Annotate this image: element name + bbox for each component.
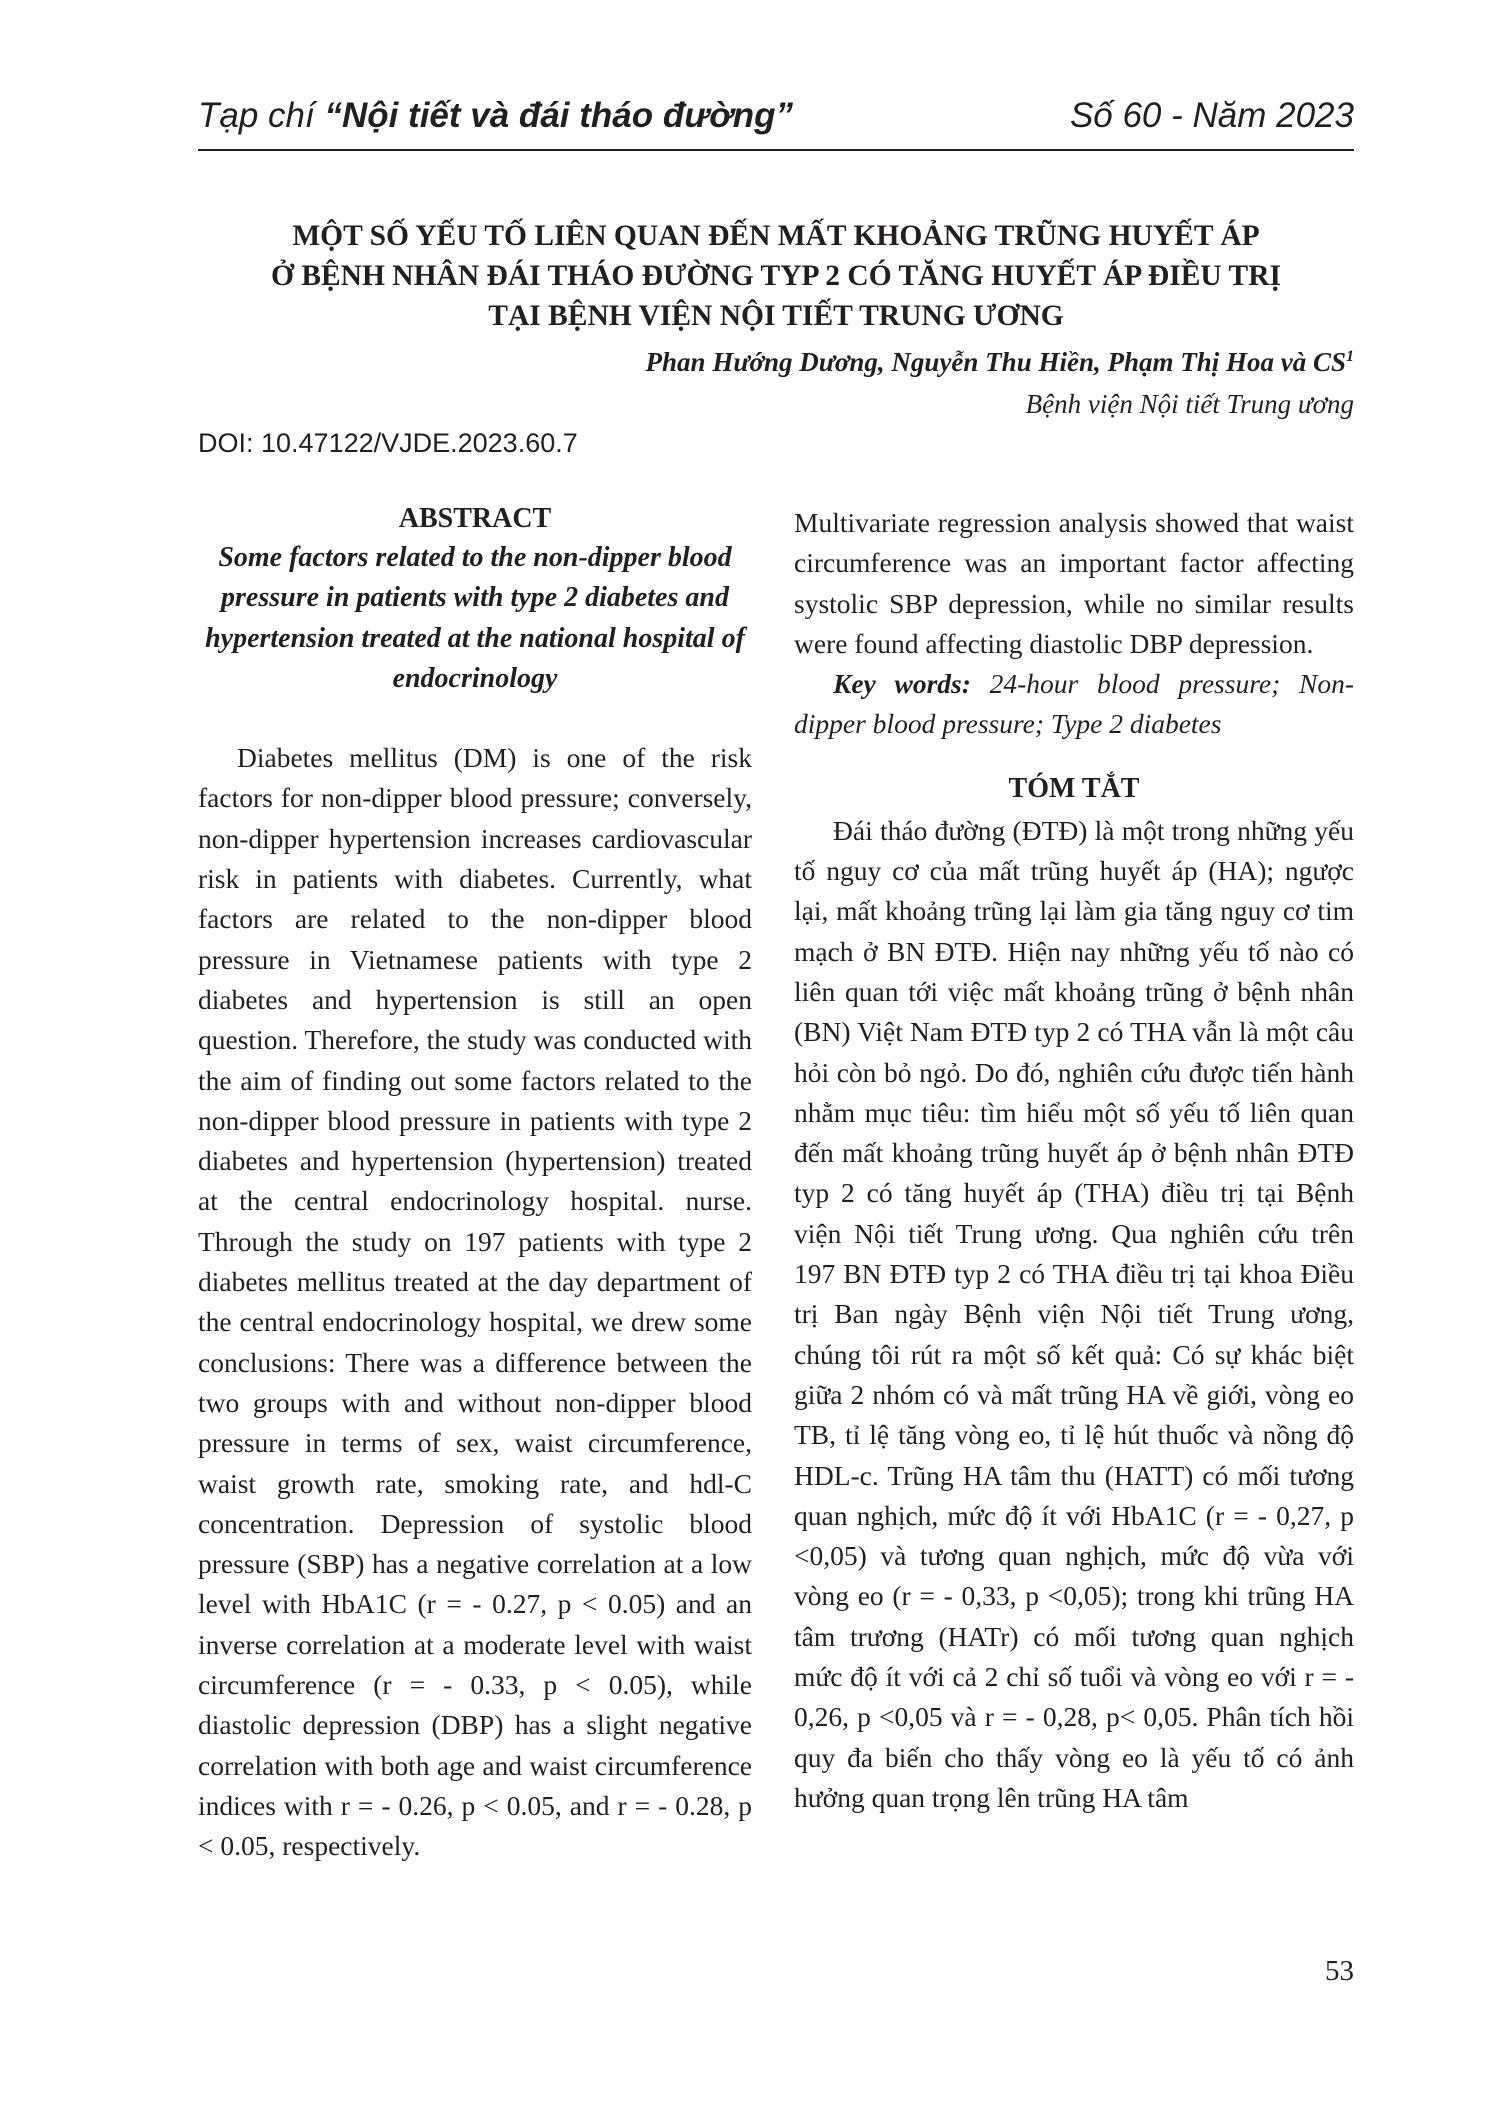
summary-heading: TÓM TẮT — [1008, 772, 1140, 804]
abstract-column — [198, 503, 752, 1867]
abstract-body: Diabetes mellitus (DM) is one of the risk factors for non-dipper blood pressure; conversely, non-dipper hypertension increases cardiovascular risk in patients with diabetes. Currently, what factors are related to the non-dipper blood pressure in Vietnamese patients with type 2 diabetes and hypertension is still an open question. Therefore, the study was conducted with the aim of finding out some factors related to the non-dipper blood pressure in patients with type 2 diabetes and hypertension (hypertension) treated at the central endocrinology hospital. nurse. Through the study on 197 patients with type 2 diabetes mellitus treated at the day department of the central endocrinology hospital, we drew some conclusions: There was a difference between the two groups with and without non-dipper blood pressure in terms of sex, waist circumference, waist growth rate, smoking rate, and hdl-C concentration. Depression of systolic blood pressure (SBP) has a negative correlation at a low level with HbA1C (r = - 0.27, p < 0.05) and an inverse correlation at a moderate level with waist circumference (r = - 0.33, p < 0.05), while diastolic depression (DBP) has a slight negative correlation with both age and waist circumference indices with r = - 0.26, p < 0.05, and r = - 0.28, p < 0.05, respectively. — [198, 742, 752, 1862]
title-line: TẠI BỆNH VIỆN NỘI TIẾT TRUNG ƯƠNG — [488, 300, 1064, 332]
abstract-heading: ABSTRACT — [398, 503, 552, 534]
keywords-label: Key words: — [833, 668, 971, 700]
journal-name: Tạp chí “Nội tiết và đái tháo đường” — [198, 96, 793, 135]
doi-link[interactable]: DOI: 10.47122/VJDE.2023.60.7 — [198, 428, 578, 458]
article-title — [198, 216, 1354, 336]
affiliation-marker: 1 — [1346, 348, 1354, 365]
abstract-subtitle: Some factors related to the non-dipper blood pressure in patients with type 2 diabetes and hypertension treated at the national hospital of endocrinology — [205, 542, 745, 694]
keywords: Key words: 24-hour blood pressure; Non-dipper blood pressure; Type 2 diabetes — [794, 668, 1354, 740]
summary-body: Đái tháo đường (ĐTĐ) là một trong những yếu tố nguy cơ của mất trũng huyết áp (HA); ngược lại, mất khoảng trũng lại làm gia tăng nguy cơ tim mạch ở BN ĐTĐ. Hiện nay những yếu tố nào có liên quan tới việc mất khoảng trũng ở bệnh nhân (BN) Việt Nam ĐTĐ typ 2 có THA vẫn là một câu hỏi còn bỏ ngỏ. Do đó, nghiên cứu được tiến hành nhằm mục tiêu: tìm hiểu một số yếu tố liên quan đến mất khoảng trũng huyết áp ở bệnh nhân ĐTĐ typ 2 có tăng huyết áp (THA) điều trị tại Bệnh viện Nội tiết Trung ương. Qua nghiên cứu trên 197 BN ĐTĐ typ 2 có THA điều trị tại khoa Điều trị Ban ngày Bệnh viện Nội tiết Trung ương, chúng tôi rút ra một số kết quả: Có sự khác biệt giữa 2 nhóm có và mất trũng HA về giới, vòng eo TB, tỉ lệ tăng vòng eo, tỉ lệ hút thuốc và nồng độ HDL-c. Trũng HA tâm thu (HATT) có mối tương quan nghịch, mức độ ít với HbA1C (r = - 0,27, p <0,05) và tương quan nghịch, mức độ vừa với vòng eo (r = - 0,33, p <0,05); trong khi trũng HA tâm trương (HATr) có mối tương quan nghịch mức độ ít với cả 2 chỉ số tuổi và vòng eo với r = - 0,26, p <0,05 và r = - 0,28, p< 0,05. Phân tích hồi quy đa biến cho thấy vòng eo là yếu tố có ảnh hưởng quan trọng lên trũng HA tâm — [794, 814, 1354, 1813]
right-column — [794, 503, 1354, 1818]
running-header — [198, 96, 1354, 146]
header-rule — [198, 149, 1354, 151]
issue-label: Số 60 - Năm 2023 — [1069, 96, 1354, 135]
page-number: 53 — [1325, 1955, 1354, 1987]
abstract-continuation: Multivariate regression analysis showed that waist circumference was an important factor affecting systolic SBP depression, while no similar results were found affecting diastolic DBP depression. — [794, 507, 1354, 659]
title-line: MỘT SỐ YẾU TỐ LIÊN QUAN ĐẾN MẤT KHOẢNG TRŨNG HUYẾT ÁP — [292, 220, 1260, 252]
affiliation: Bệnh viện Nội tiết Trung ương — [1025, 389, 1354, 419]
title-line: Ở BỆNH NHÂN ĐÁI THÁO ĐƯỜNG TYP 2 CÓ TĂNG HUYẾT ÁP ĐIỀU TRỊ — [271, 260, 1281, 292]
author-list: Phan Hướng Dương, Nguyễn Thu Hiền, Phạm Thị Hoa và $CS^1$ — [645, 347, 1354, 377]
